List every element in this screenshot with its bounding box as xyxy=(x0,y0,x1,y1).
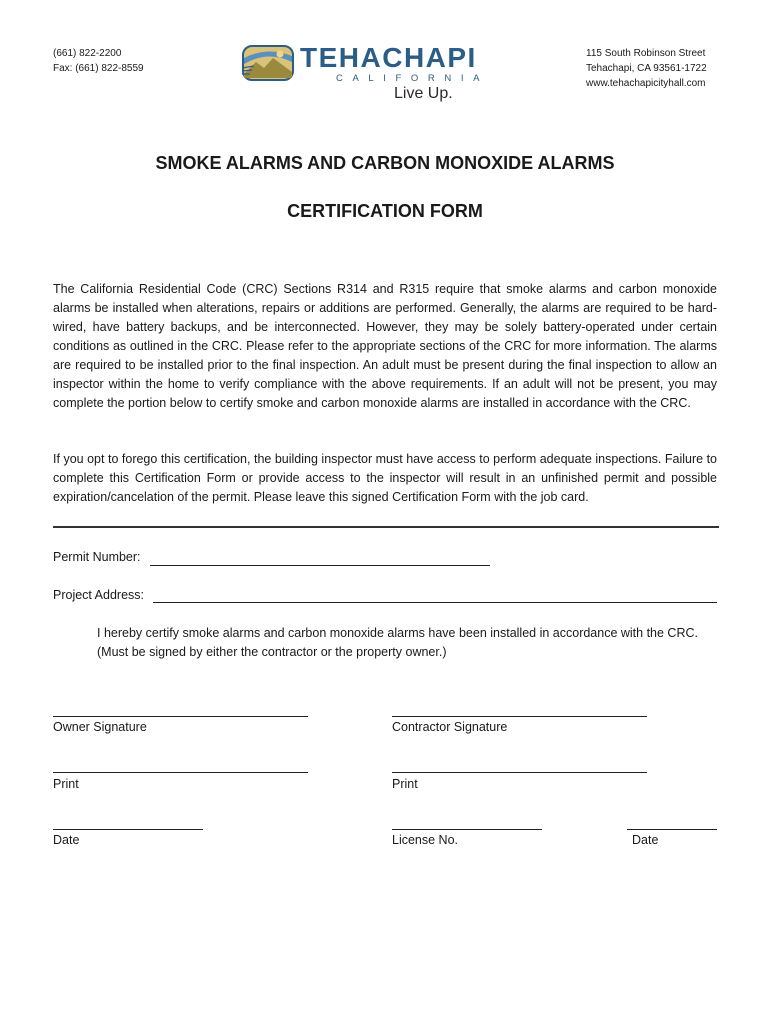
city-state-zip: Tehachapi, CA 93561-1722 xyxy=(586,63,707,74)
contractor-print-field[interactable] xyxy=(392,772,647,773)
owner-date-field[interactable] xyxy=(53,829,203,830)
website: www.tehachapicityhall.com xyxy=(586,78,706,89)
city-logo xyxy=(240,40,490,106)
contractor-signature-label: Contractor Signature xyxy=(392,720,508,734)
permit-number-label: Permit Number: xyxy=(53,550,141,564)
owner-date-label: Date xyxy=(53,833,80,847)
forego-paragraph: If you opt to forego this certification, the building inspector must have access to perform adequate inspections. Failure to complete this Certification Form or provide access to the inspector will result in an unfinished permit and possible expiration/cancelation of the permit. Please leave this signed Certification Form with the job card. xyxy=(53,452,717,504)
form-subtitle: CERTIFICATION FORM xyxy=(287,201,483,221)
logo-state: CALIFORNIA xyxy=(336,73,490,84)
license-number-label: License No. xyxy=(392,833,459,847)
intro-paragraph: The California Residential Code (CRC) Sections R314 and R315 require that smoke alarms and carbon monoxide alarms be installed when alterations, repairs or additions are performed. Generally, the alarms are required to be hard-wired, have battery backups, and be interconnected. However, they may be solely battery-operated under certain conditions as outlined in the CRC. Please refer to the appropriate sections of the CRC for more information. The alarms are required to be installed prior to the final inspection. An adult must be present during the final inspection to allow an inspector within the home to verify compliance with the above requirements. If an adult will not be present, you may complete the portion below to certify smoke and carbon monoxide alarms are installed in accordance with the CRC. xyxy=(53,282,717,410)
address-block xyxy=(586,46,707,91)
street-address: 115 South Robinson Street xyxy=(586,48,706,59)
form-title: SMOKE ALARMS AND CARBON MONOXIDE ALARMS xyxy=(155,153,615,173)
contractor-date-label: Date xyxy=(632,833,659,847)
permit-number-field[interactable] xyxy=(150,565,490,566)
owner-signature-label: Owner Signature xyxy=(53,720,147,734)
mountain-emblem-icon xyxy=(240,44,296,84)
contractor-print-label: Print xyxy=(392,777,418,791)
section-divider xyxy=(53,526,719,528)
project-address-field[interactable] xyxy=(153,602,717,603)
contractor-signature-field[interactable] xyxy=(392,716,647,717)
phone-number: (661) 822-2200 xyxy=(53,48,122,59)
logo-wordmark: TEHACHAPI xyxy=(300,42,477,73)
contact-block xyxy=(53,46,144,76)
owner-signature-field[interactable] xyxy=(53,716,308,717)
owner-print-field[interactable] xyxy=(53,772,308,773)
certification-statement: I hereby certify smoke alarms and carbon monoxide alarms have been installed in accordance with the CRC. (Must be signed by either the contractor or the property owner.) xyxy=(97,626,698,659)
license-number-field[interactable] xyxy=(392,829,542,830)
project-address-label: Project Address: xyxy=(53,588,145,602)
fax-number: Fax: (661) 822-8559 xyxy=(53,63,144,74)
contractor-date-field[interactable] xyxy=(627,829,717,830)
logo-tagline: Live Up. xyxy=(394,85,453,102)
owner-print-label: Print xyxy=(53,777,79,791)
